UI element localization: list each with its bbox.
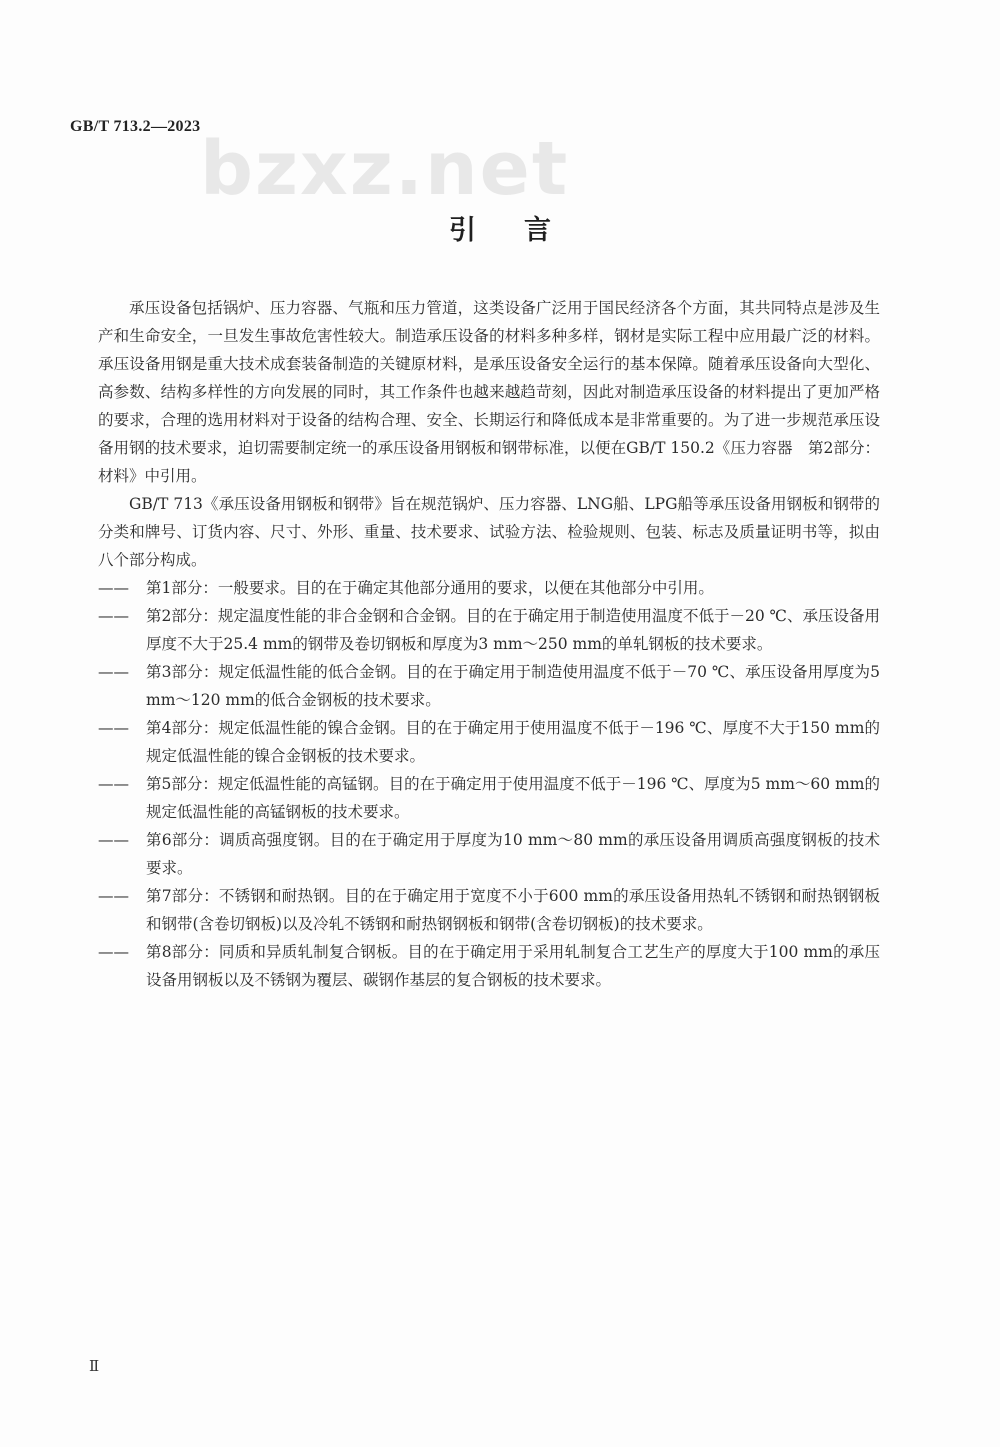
part-list-item: [98, 574, 880, 602]
part-list-item: [98, 658, 880, 714]
list-dash: ——: [98, 887, 129, 905]
part-description: 第3部分：规定低温性能的低合金钢。目的在于确定用于制造使用温度不低于－70 ℃、承压设备用厚度为5 mm～120 mm的低合金钢板的技术要求。: [146, 663, 880, 709]
page-number: Ⅱ: [89, 1359, 100, 1375]
part-list-item: [98, 882, 880, 938]
part-description: 第6部分：调质高强度钢。目的在于确定用于厚度为10 mm～80 mm的承压设备用调质高强度钢板的技术要求。: [146, 831, 880, 877]
list-dash: ——: [98, 775, 129, 793]
part-list-item: [98, 714, 880, 770]
intro-paragraph: GB/T 713《承压设备用钢板和钢带》旨在规范锅炉、压力容器、LNG船、LPG船等承压设备用钢板和钢带的分类和牌号、订货内容、尺寸、外形、重量、技术要求、试验方法、检验规则、包装、标志及质量证明书等，拟由八个部分构成。: [98, 495, 880, 569]
list-dash: ——: [98, 831, 129, 849]
list-dash: ——: [98, 943, 129, 961]
watermark: bzxz.net: [200, 126, 570, 212]
part-description: 第7部分：不锈钢和耐热钢。目的在于确定用于宽度不小于600 mm的承压设备用热轧不锈钢和耐热钢钢板和钢带(含卷切钢板)以及冷轧不锈钢和耐热钢钢板和钢带(含卷切钢板)的技术要求。: [146, 887, 880, 933]
part-description: 第5部分：规定低温性能的高锰钢。目的在于确定用于使用温度不低于－196 ℃、厚度为5 mm～60 mm的规定低温性能的高锰钢板的技术要求。: [146, 775, 880, 821]
part-description: 第2部分：规定温度性能的非合金钢和合金钢。目的在于确定用于制造使用温度不低于－20 ℃、承压设备用厚度不大于25.4 mm的钢带及卷切钢板和厚度为3 mm～250 mm的单轧钢板的技术要求。: [146, 607, 880, 653]
part-list-item: [98, 938, 880, 994]
list-dash: ——: [98, 607, 129, 625]
list-dash: ——: [98, 579, 129, 597]
list-dash: ——: [98, 663, 129, 681]
list-dash: ——: [98, 719, 129, 737]
page-title: 引言: [449, 215, 599, 246]
part-list-item: [98, 826, 880, 882]
part-list-item: [98, 602, 880, 658]
part-description: 第1部分：一般要求。目的在于确定其他部分通用的要求，以便在其他部分中引用。: [146, 579, 714, 597]
intro-paragraph: 承压设备包括锅炉、压力容器、气瓶和压力管道，这类设备广泛用于国民经济各个方面，其共同特点是涉及生产和生命安全，一旦发生事故危害性较大。制造承压设备的材料多种多样，钢材是实际工程中应用最广泛的材料。承压设备用钢是重大技术成套装备制造的关键原材料，是承压设备安全运行的基本保障。随着承压设备向大型化、高参数、结构多样性的方向发展的同时，其工作条件也越来越趋苛刻，因此对制造承压设备的材料提出了更加严格的要求，合理的选用材料对于设备的结构合理、安全、长期运行和降低成本是非常重要的。为了进一步规范承压设备用钢的技术要求，迫切需要制定统一的承压设备用钢板和钢带标准，以便在GB/T 150.2《压力容器 第2部分：材料》中引用。: [98, 299, 880, 485]
part-description: 第8部分：同质和异质轧制复合钢板。目的在于确定用于采用轧制复合工艺生产的厚度大于100 mm的承压设备用钢板以及不锈钢为覆层、碳钢作基层的复合钢板的技术要求。: [146, 943, 880, 989]
introduction-body: [98, 294, 880, 994]
part-description: 第4部分：规定低温性能的镍合金钢。目的在于确定用于使用温度不低于－196 ℃、厚度不大于150 mm的规定低温性能的镍合金钢板的技术要求。: [146, 719, 880, 765]
document-code: GB/T 713.2—2023: [70, 118, 201, 135]
part-list-item: [98, 770, 880, 826]
